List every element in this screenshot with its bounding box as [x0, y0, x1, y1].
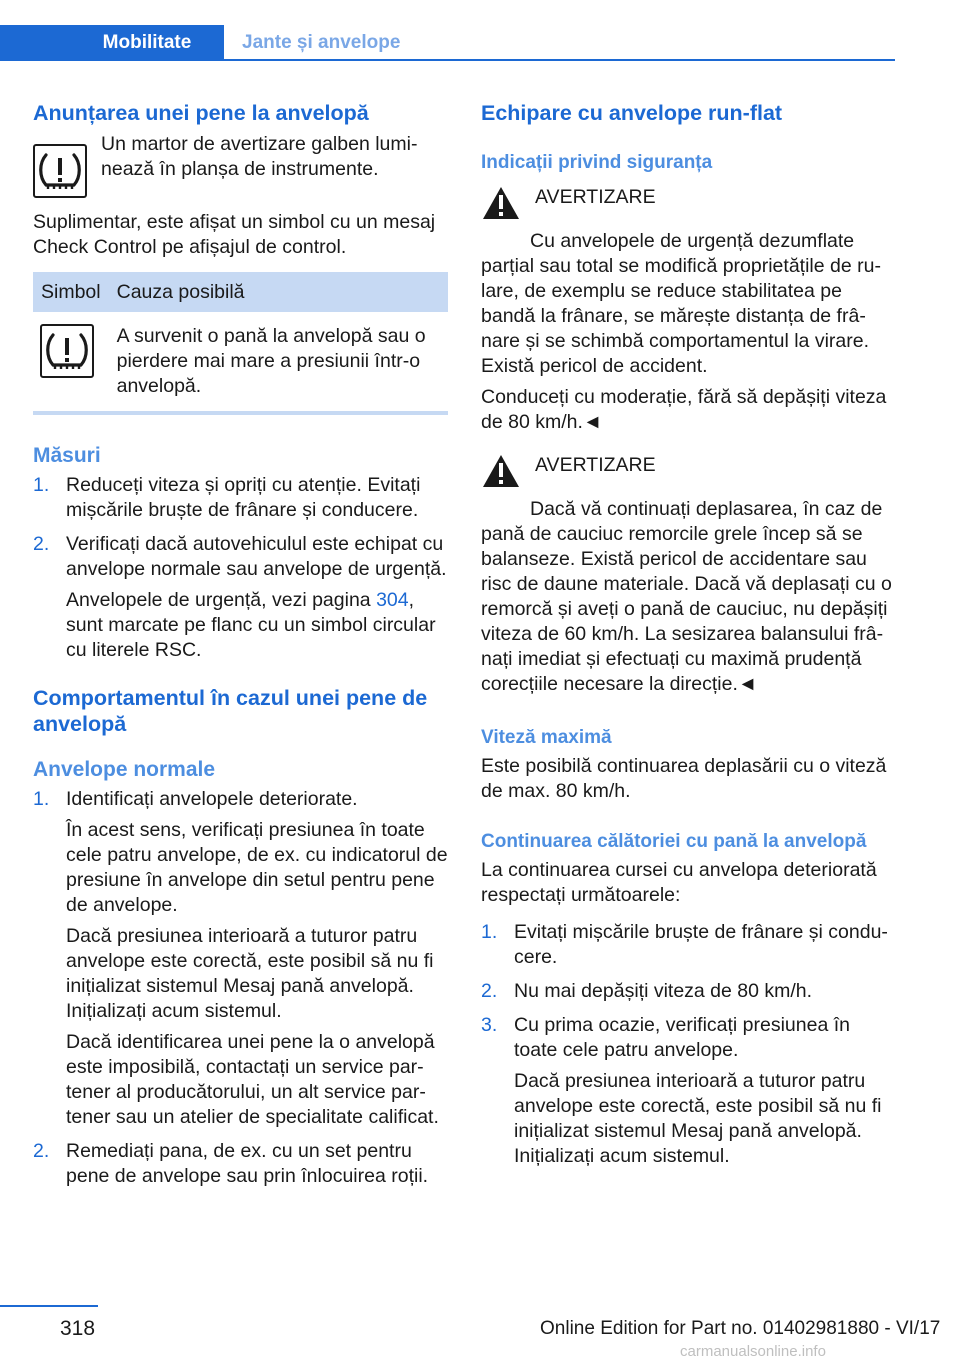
list-number: 1.	[33, 788, 50, 810]
list-item	[33, 532, 448, 663]
list-item-text: Reduceți viteza și opriți cu atenție. Evitați mișcările bruște de frânare și conducere.	[66, 474, 421, 521]
warning-block-2	[481, 453, 895, 697]
list-item	[481, 979, 895, 1004]
list-item-subtext: Dacă presiunea interioară a tuturor patru anvelope este corectă, este posibil să nu fi inițializat sistemul Mesaj pană anvelopă. Inițializați acum sistemul.	[514, 1070, 882, 1167]
table-header-symbol: Simbol	[33, 272, 109, 312]
list-item-subtext	[66, 588, 448, 663]
list-item	[33, 473, 448, 523]
continue-driving-list	[481, 920, 895, 1169]
footer-edition: Online Edition for Part no. 01402981880 - VI/17	[540, 1318, 941, 1339]
heading-flat-tire-behavior: Comportamentul în cazul unei pene de anvelopă	[33, 686, 428, 736]
heading-max-speed: Viteză maximă	[481, 727, 612, 748]
symbol-table	[33, 272, 448, 415]
list-item	[481, 1013, 895, 1169]
flat-tire-indicator-block	[33, 132, 448, 198]
list-number: 1.	[33, 474, 50, 496]
running-header	[0, 25, 895, 61]
footer-rule	[0, 1305, 98, 1307]
warning-label: AVERTIZARE	[535, 454, 656, 476]
heading-run-flat: Echipare cu anvelope run-flat	[481, 101, 783, 125]
list-item-text: Remediați pana, de ex. cu un set pentru pene de anvelope sau prin înlocuirea roții.	[66, 1140, 429, 1187]
measures-list	[33, 473, 448, 663]
table-cell-cause: A survenit o pană la anvelopă sau o pierdere mai mare a presiunii într-o anvelopă.	[109, 312, 448, 413]
list-number: 3.	[481, 1014, 498, 1036]
list-item-subtext: Dacă identificarea unei pene la o anvelopă este imposibilă, contactați un service partener al producătorului, un alt service partener sau un atelier de specialitate calificat.	[66, 1031, 439, 1128]
list-item	[33, 1139, 448, 1189]
warning-text: Dacă vă continuați deplasarea, în caz de pană de cauciuc remorcile grele încep să se balanseze. Există pericol de accidentare sau risc de daune materiale. Dacă vă deplasați cu o remorcă și aveți o pană de cauciuc, nu depășiți viteza de 60 km/h. La sesizarea balansului frânați imediat și efectuați cu maximă prudență corecțiile necesare la direcție.◄	[481, 498, 892, 695]
page-number: 318	[60, 1317, 96, 1340]
header-section-tab	[0, 25, 224, 61]
heading-normal-tires: Anvelope normale	[33, 758, 216, 781]
table-cell-symbol	[33, 312, 109, 413]
max-speed-text: Este posibilă continuarea deplasării cu o viteză de max. 80 km/h.	[481, 755, 887, 802]
heading-measures: Măsuri	[33, 444, 101, 467]
right-column	[481, 100, 895, 1169]
list-item-subtext: În acest sens, verificați presiunea în toate cele patru anvelope, de ex. cu indicatorul de presiune în anvelope din setul pentru pene de anvelope.	[66, 819, 448, 916]
list-item-text: Cu prima ocazie, verificați presiunea în toate cele patru anvelope.	[514, 1014, 850, 1061]
warning-header	[481, 453, 895, 489]
list-number: 2.	[481, 980, 498, 1002]
heading-safety-notes: Indicații privind siguranța	[481, 152, 713, 173]
subtext-pre: Anvelopele de urgență, vezi pagina	[66, 589, 377, 611]
warning-triangle-icon	[481, 453, 521, 489]
flat-tire-indicator-text: Un martor de avertizare galben luminează în planșa de instrumente.	[101, 133, 418, 180]
list-number: 2.	[33, 533, 50, 555]
header-subsection-tab	[242, 25, 400, 61]
table-row	[33, 312, 448, 413]
list-item-text: Identificați anvelopele deteriorate.	[66, 788, 358, 810]
normal-tires-list	[33, 787, 448, 1189]
warning-text: Cu anvelopele de urgență dezumflate parțial sau total se modifică proprietățile de rulare, de exemplu se reduce stabilitatea pe bandă la frânare, se mărește distanța de frânare și se schimbă comportamentul la virare. Există pericol de accident.	[481, 230, 881, 377]
tire-pressure-warning-icon	[40, 324, 94, 378]
table-header-cause: Cauza posibilă	[109, 272, 448, 312]
page-link-304[interactable]: 304	[376, 589, 409, 611]
list-item	[33, 787, 448, 1130]
heading-continue-driving: Continuarea călătoriei cu pană la anvelopă	[481, 831, 867, 852]
warning-text-continued: Conduceți cu moderație, fără să depășiți viteza de 80 km/h.◄	[481, 386, 887, 433]
warning-triangle-icon	[481, 185, 521, 221]
warning-header	[481, 185, 895, 221]
list-number: 2.	[33, 1140, 50, 1162]
watermark: carmanualsonline.info	[680, 1343, 826, 1360]
tire-pressure-warning-icon	[33, 144, 87, 198]
warning-label: AVERTIZARE	[535, 186, 656, 208]
continue-driving-text: La continuarea cursei cu anvelopa deteriorată respectați următoarele:	[481, 859, 877, 906]
list-number: 1.	[481, 921, 498, 943]
header-rule	[0, 59, 895, 61]
list-item-text: Evitați mișcările bruște de frânare și conducere.	[514, 921, 888, 968]
list-item-text: Nu mai depășiți viteza de 80 km/h.	[514, 980, 813, 1002]
supplementary-text: Suplimentar, este afișat un simbol cu un mesaj Check Control pe afișajul de control.	[33, 211, 436, 258]
list-item-text: Verificați dacă autovehiculul este echipat cu anvelope normale sau anvelope de urgență.	[66, 533, 447, 580]
heading-flat-tire-warning: Anunțarea unei pene la anvelopă	[33, 101, 369, 125]
header-section-label: Mobilitate	[102, 32, 192, 53]
warning-block-1	[481, 185, 895, 435]
header-subsection-label: Jante și anvelope	[242, 32, 401, 53]
list-item	[481, 920, 895, 970]
subtext-post: , sunt marcate pe flanc cu un simbol circular cu literele RSC.	[66, 589, 436, 661]
list-item-subtext: Dacă presiunea interioară a tuturor patru anvelope este corectă, este posibil să nu fi inițializat sistemul Mesaj pană anvelopă. Inițializați acum sistemul.	[66, 925, 434, 1022]
left-column	[33, 100, 448, 1189]
